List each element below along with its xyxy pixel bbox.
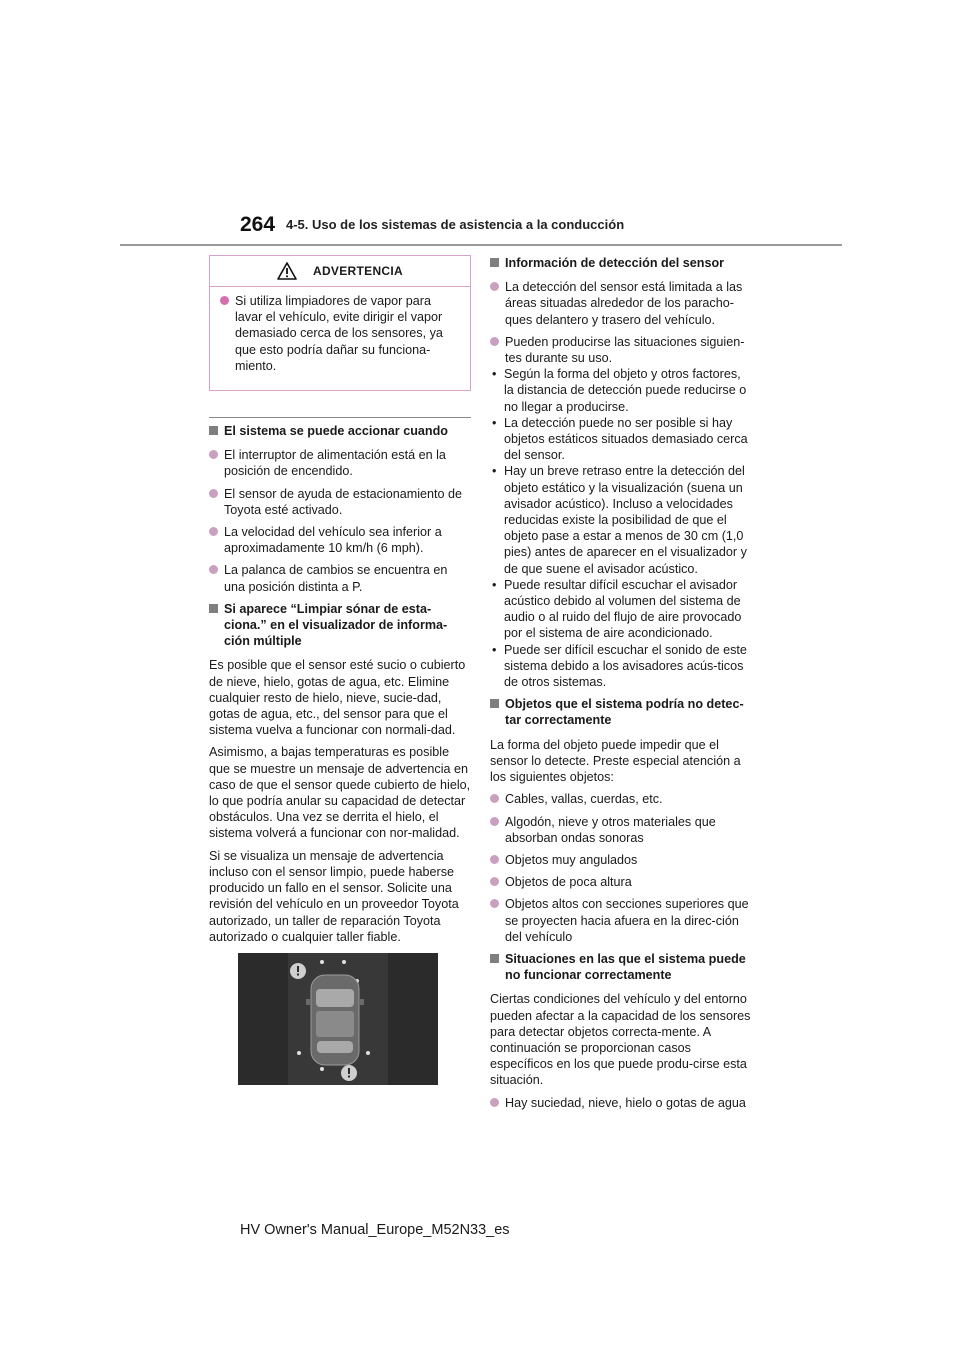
heading-text: Objetos que el sistema podría no detec-tar correctamente	[505, 697, 744, 728]
list-item-text: La velocidad del vehículo sea inferior a aproximadamente 10 km/h (6 mph).	[224, 525, 442, 556]
heading-square-icon	[209, 604, 218, 613]
sub-list-item: • Puede resultar difícil escuchar el avisador acústico debido al volumen del sistema de audio o al ruido del flujo de aire provocado por el sistema de aire acondicionado.	[490, 577, 752, 642]
list-item	[490, 334, 752, 366]
heading-square-icon	[490, 258, 499, 267]
header-rule	[120, 244, 842, 246]
bullet-icon	[490, 899, 499, 908]
list-item	[209, 447, 471, 479]
paragraph: La forma del objeto puede impedir que el sensor lo detecte. Preste especial atención a los siguientes objetos:	[490, 737, 741, 785]
sub-list-item: • La detección puede no ser posible si hay objetos estáticos situados demasiado cerca del sensor.	[490, 415, 752, 464]
list-item	[490, 1095, 752, 1111]
list-item	[209, 562, 471, 594]
warning-text: Si utiliza limpiadores de vapor para lavar el vehículo, evite dirigir el vapor demasiado cerca de los sensores, ya que esto podría dañar su funciona-miento.	[235, 294, 443, 373]
heading-text: Si aparece “Limpiar sónar de esta-ciona.” en el visualizador de informa-ción múltiple	[224, 601, 448, 649]
paragraph: Si se visualiza un mensaje de advertencia incluso con el sensor limpio, puede haberse producido un fallo en el sensor. Solicite una revisión del vehículo en un proveedor Toyota autorizado, un taller de reparación Toyota autorizado o cualquier taller fiable.	[209, 848, 459, 944]
list-item-text: Hay suciedad, nieve, hielo o gotas de agua	[505, 1095, 746, 1110]
warning-title: ADVERTENCIA	[313, 263, 403, 278]
warning-box	[209, 255, 471, 391]
section-heading	[209, 601, 471, 650]
heading-text: Información de detección del sensor	[505, 256, 725, 270]
heading-text: Situaciones en las que el sistema puede no funcionar correctamente	[505, 951, 746, 983]
list-item	[490, 791, 752, 807]
list-item-text: La palanca de cambios se encuentra en una posición distinta a P.	[224, 563, 448, 594]
list-item	[209, 486, 471, 518]
list-item	[490, 896, 752, 945]
list-item-text: La detección del sensor está limitada a las áreas situadas alrededor de los paracho-ques delantero y trasero del vehículo.	[505, 280, 743, 327]
bullet-icon	[209, 565, 218, 574]
list-item-text: El sensor de ayuda de estacionamiento de Toyota esté activado.	[224, 486, 463, 517]
heading-square-icon	[490, 954, 499, 963]
section-heading	[490, 696, 752, 728]
section-heading	[490, 951, 752, 983]
warning-header	[210, 256, 470, 287]
sub-list-item: • Según la forma del objeto y otros factores, la distancia de detección puede reducirse o no llegar a producirse.	[490, 366, 752, 415]
list-item	[209, 524, 471, 556]
heading-square-icon	[209, 426, 218, 435]
right-column	[490, 255, 752, 1117]
car-top-view-icon	[238, 953, 438, 1085]
paragraph: Asimismo, a bajas temperaturas es posible que se muestre un mensaje de advertencia en caso de que el sensor quede cubierto de hielo, lo que podría anular su capacidad de detectar obstáculos. Una vez se derrita el hielo, el sistema volverá a funcionar con nor-malidad.	[209, 745, 471, 841]
list-item-text: El interruptor de alimentación está en la posición de encendido.	[224, 448, 446, 479]
bullet-icon	[490, 794, 499, 803]
section-heading	[209, 417, 471, 439]
list-item-text: Objetos de poca altura	[505, 875, 632, 890]
bullet-icon	[490, 817, 499, 826]
left-column	[209, 255, 471, 1085]
heading-text: El sistema se puede accionar cuando	[224, 424, 448, 439]
list-item-text: Cables, vallas, cuerdas, etc.	[505, 792, 663, 807]
warning-triangle-icon	[277, 262, 297, 280]
page-number: 264	[240, 213, 276, 236]
list-item-text: Objetos muy angulados	[505, 852, 638, 867]
footer-text: HV Owner's Manual_Europe_M52N33_es	[240, 1222, 510, 1238]
sub-list-item: • Hay un breve retraso entre la detección del objeto estático y la visualización (suena un avisador acústico). Incluso a velocidades reducidas existe la posibilidad de que el objeto pase a estar a menos de 30 cm (1,0 pies) antes de aparecer en el visualizador y de que suene el avisador acústico.	[490, 463, 752, 576]
bullet-icon	[490, 1098, 499, 1107]
list-item	[490, 874, 752, 890]
sensor-warning-icon	[341, 1065, 357, 1081]
bullet-icon	[490, 877, 499, 886]
heading-square-icon	[490, 699, 499, 708]
sensor-warning-icon	[290, 963, 306, 979]
bullet-icon	[490, 855, 499, 864]
sub-list	[490, 366, 752, 690]
bullet-icon	[490, 282, 499, 291]
list-item-text: Objetos altos con secciones superiores que se proyecten hacia afuera en la direc-ción del vehículo	[505, 897, 749, 944]
list-item-text: Algodón, nieve y otros materiales que absorban ondas sonoras	[505, 814, 716, 845]
bullet-icon	[209, 527, 218, 536]
bullet-icon	[220, 296, 229, 305]
warning-bullet	[220, 293, 458, 374]
paragraph: Ciertas condiciones del vehículo y del entorno pueden afectar a la capacidad de los sensores para detectar objetos correcta-mente. A continuación se proporcionan casos específicos en los que puede produ-cirse esta situación.	[490, 992, 751, 1088]
sub-list-item: • Puede ser difícil escuchar el sonido de este sistema debido a los avisadores acús-ticos de otros sistemas.	[490, 642, 752, 691]
bullet-icon	[490, 337, 499, 346]
bullet-icon	[209, 489, 218, 498]
section-title: 4-5. Uso de los sistemas de asistencia a la conducción	[286, 217, 625, 232]
warning-body	[210, 287, 470, 390]
list-item	[490, 852, 752, 868]
bullet-icon	[209, 450, 218, 459]
list-item	[490, 814, 752, 846]
list-item	[490, 279, 752, 328]
parking-sensor-figure	[238, 953, 438, 1085]
list-item-text: Pueden producirse las situaciones siguien-tes durante su uso.	[505, 334, 745, 366]
paragraph: Es posible que el sensor esté sucio o cubierto de nieve, hielo, gotas de agua, etc. Elimine cualquier resto de hielo, nieve, sucie-dad, gotas de agua, etc., del sensor para que el sistema vuelva a funcionar con normali-dad.	[209, 658, 466, 738]
section-heading	[490, 255, 752, 271]
